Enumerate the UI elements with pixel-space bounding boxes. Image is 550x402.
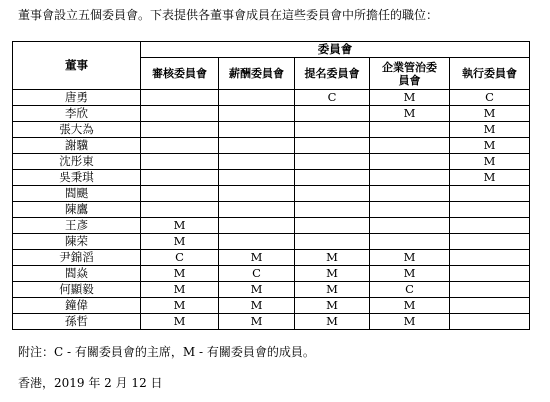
membership-cell-audit xyxy=(141,202,219,218)
table-row xyxy=(13,266,530,282)
membership-cell-audit: M xyxy=(141,298,219,314)
membership-cell-nomination xyxy=(295,138,370,154)
membership-cell-audit: M xyxy=(141,218,219,234)
director-name: 閻焱 xyxy=(13,266,141,282)
membership-cell-nomination: M xyxy=(295,298,370,314)
table-row xyxy=(13,282,530,298)
table-row xyxy=(13,250,530,266)
membership-cell-executive: M xyxy=(450,122,530,138)
committee-header-remuneration: 薪酬委員會 xyxy=(219,58,295,90)
membership-cell-corporate-governance xyxy=(370,170,450,186)
director-name: 尹錦滔 xyxy=(13,250,141,266)
membership-cell-remuneration: M xyxy=(219,250,295,266)
table-row xyxy=(13,90,530,106)
membership-cell-remuneration: M xyxy=(219,314,295,330)
membership-cell-nomination xyxy=(295,122,370,138)
table-row xyxy=(13,154,530,170)
membership-cell-remuneration: C xyxy=(219,266,295,282)
director-name: 李欣 xyxy=(13,106,141,122)
membership-cell-audit xyxy=(141,122,219,138)
membership-cell-corporate-governance xyxy=(370,218,450,234)
membership-cell-executive: C xyxy=(450,90,530,106)
membership-cell-corporate-governance: C xyxy=(370,282,450,298)
membership-cell-nomination xyxy=(295,170,370,186)
table-row xyxy=(13,122,530,138)
membership-cell-corporate-governance xyxy=(370,186,450,202)
membership-cell-audit: M xyxy=(141,234,219,250)
membership-cell-nomination: M xyxy=(295,266,370,282)
membership-cell-audit xyxy=(141,154,219,170)
committee-header-executive: 執行委員會 xyxy=(450,58,530,90)
membership-cell-nomination: M xyxy=(295,250,370,266)
director-name: 沈彤東 xyxy=(13,154,141,170)
director-name: 何顯毅 xyxy=(13,282,141,298)
table-row xyxy=(13,218,530,234)
membership-cell-executive xyxy=(450,250,530,266)
membership-cell-corporate-governance xyxy=(370,122,450,138)
membership-cell-executive xyxy=(450,282,530,298)
director-column-header: 董事 xyxy=(13,42,141,90)
table-row xyxy=(13,138,530,154)
membership-cell-remuneration xyxy=(219,154,295,170)
table-row xyxy=(13,106,530,122)
director-name: 吳秉琪 xyxy=(13,170,141,186)
membership-cell-remuneration xyxy=(219,202,295,218)
membership-cell-remuneration xyxy=(219,122,295,138)
director-name: 鐘偉 xyxy=(13,298,141,314)
membership-cell-executive: M xyxy=(450,138,530,154)
membership-cell-audit: M xyxy=(141,314,219,330)
membership-cell-corporate-governance xyxy=(370,202,450,218)
membership-cell-remuneration xyxy=(219,186,295,202)
membership-cell-audit: M xyxy=(141,282,219,298)
membership-cell-audit xyxy=(141,90,219,106)
membership-cell-executive xyxy=(450,266,530,282)
membership-cell-corporate-governance: M xyxy=(370,90,450,106)
committee-membership-table xyxy=(12,41,530,330)
membership-cell-corporate-governance: M xyxy=(370,298,450,314)
director-name: 張大為 xyxy=(13,122,141,138)
membership-cell-audit xyxy=(141,186,219,202)
membership-cell-remuneration xyxy=(219,106,295,122)
membership-cell-corporate-governance: M xyxy=(370,314,450,330)
director-name: 唐勇 xyxy=(13,90,141,106)
committee-header-audit: 審核委員會 xyxy=(141,58,219,90)
membership-cell-nomination xyxy=(295,218,370,234)
committee-group-header: 委員會 xyxy=(141,42,530,58)
director-name: 王彥 xyxy=(13,218,141,234)
membership-cell-nomination xyxy=(295,186,370,202)
committee-header-nomination: 提名委員會 xyxy=(295,58,370,90)
membership-cell-executive xyxy=(450,314,530,330)
membership-cell-remuneration xyxy=(219,170,295,186)
membership-cell-executive xyxy=(450,298,530,314)
membership-cell-corporate-governance: M xyxy=(370,106,450,122)
director-name: 孫哲 xyxy=(13,314,141,330)
membership-cell-nomination: C xyxy=(295,90,370,106)
membership-cell-remuneration: M xyxy=(219,298,295,314)
membership-cell-audit xyxy=(141,138,219,154)
committee-header-corporate-governance: 企業管治委 員會 xyxy=(370,58,450,90)
membership-cell-executive xyxy=(450,218,530,234)
table-row xyxy=(13,170,530,186)
membership-cell-corporate-governance xyxy=(370,234,450,250)
membership-cell-remuneration: M xyxy=(219,282,295,298)
membership-cell-executive xyxy=(450,234,530,250)
membership-cell-nomination: M xyxy=(295,282,370,298)
footnote: 附注：C - 有關委員會的主席，M - 有關委員會的成員。 xyxy=(18,345,315,359)
membership-cell-corporate-governance xyxy=(370,154,450,170)
director-name: 陳荣 xyxy=(13,234,141,250)
membership-cell-executive: M xyxy=(450,106,530,122)
membership-cell-corporate-governance: M xyxy=(370,250,450,266)
membership-cell-audit xyxy=(141,170,219,186)
director-name: 謝驥 xyxy=(13,138,141,154)
table-row xyxy=(13,202,530,218)
membership-cell-remuneration xyxy=(219,90,295,106)
director-name: 陳鷹 xyxy=(13,202,141,218)
membership-cell-executive xyxy=(450,202,530,218)
membership-cell-executive xyxy=(450,186,530,202)
intro-text: 董事會設立五個委員會。下表提供各董事會成員在這些委員會中所擔任的職位： xyxy=(18,8,439,22)
membership-cell-nomination xyxy=(295,202,370,218)
membership-cell-nomination: M xyxy=(295,314,370,330)
membership-cell-executive: M xyxy=(450,170,530,186)
membership-cell-audit: M xyxy=(141,266,219,282)
membership-cell-remuneration xyxy=(219,234,295,250)
membership-cell-executive: M xyxy=(450,154,530,170)
director-name: 閻颶 xyxy=(13,186,141,202)
membership-cell-nomination xyxy=(295,106,370,122)
table-row xyxy=(13,234,530,250)
membership-cell-remuneration xyxy=(219,218,295,234)
membership-cell-audit: C xyxy=(141,250,219,266)
membership-cell-audit xyxy=(141,106,219,122)
dateline: 香港，2019 年 2 月 12 日 xyxy=(18,376,163,390)
membership-cell-remuneration xyxy=(219,138,295,154)
membership-cell-corporate-governance xyxy=(370,138,450,154)
director-rows xyxy=(13,90,530,330)
table-row xyxy=(13,298,530,314)
table-row xyxy=(13,186,530,202)
membership-cell-nomination xyxy=(295,154,370,170)
membership-cell-nomination xyxy=(295,234,370,250)
table-row xyxy=(13,314,530,330)
table-header-row-top xyxy=(13,42,530,58)
membership-cell-corporate-governance: M xyxy=(370,266,450,282)
